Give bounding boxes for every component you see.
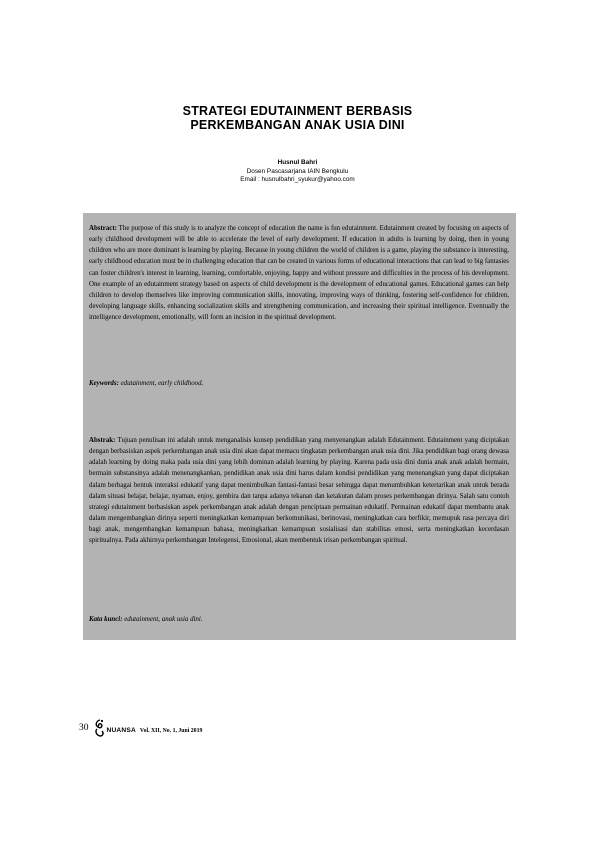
keywords-text: edutainment, early childhood. xyxy=(118,380,204,387)
journal-issue: Vol. XII, No. 1, Juni 2019 xyxy=(139,727,203,734)
abstract-indonesian xyxy=(89,435,509,547)
keywords-label: Keywords: xyxy=(89,380,119,387)
abstract-label: Abstract: xyxy=(89,225,117,232)
author-name: Husnul Bahri xyxy=(277,159,318,166)
abstract-text: The purpose of this study is to analyze the concept of education the name is fun edutainment. Edutainment created by focusing on aspects of early childhood development will be able to accelerate the level of early development. If education in adults is learning by doing, then in young children who are more dominant is learning by playing. Because in young children the world of children is a game, playing the substance is interesting, early childhood education must be in challenging education that can be created in various forms of educational interactions that can lead to big fantasies can foster children's interest in learning, learning, comfortable, enjoying, happy and without pressure and difficulties in the process of his development. One example of an edutainment strategy based on aspects of child development is the development of educational games. Educational games can help children to develop themselves like improving communication skills, innovating, improving ways of thinking, fostering self-confidence for children, developing language skills, enhancing socialization skills and strengthening communication, and increasing their spiritual intelligence. Eventually the intelligence development, emotionally, will form an incision in the spiritual development. xyxy=(89,225,509,322)
page-footer xyxy=(79,718,202,738)
keywords-english xyxy=(89,378,509,389)
author-email: Email : husnulbahri_syukur@yahoo.com xyxy=(240,176,355,184)
nuansa-swirl-icon xyxy=(93,718,106,738)
kata-kunci-label: Kata kunci: xyxy=(89,616,123,623)
keywords-indonesian xyxy=(89,614,509,625)
abstract-box xyxy=(83,213,516,640)
abstrak-text: Tujuan penulisan ini adalah untuk menganalisis konsep pendidikan yang menyenangkan adalah Edutainment. Edutainment yang diciptakan dengan berbasiskan aspek perkembangan anak usia dini akan dapat memacu tingkatan perkembangan anak usia dini. Jika pendidikan bagi orang dewasa adalah learning by doing maka pada usia dini yang lebih dominan adalah learning by playing. Karena pada usia dini dunia anak anak adalah bermain, bermain substansinya adalah menenangkankan, pendidikan anak usia dini harus dalam kondisi pendidikan yang menenangkan yang dapat diciptakan dalam berbagai bentuk interaksi edukatif yang dapat menimbulkan fantasi-fantasi besar sehingga dapat menumbuhkan ketertarikan anak untuk berada dalam situasi belajar, belajar, nyaman, enjoy, gembira dan tanpa adanya tekanan dan ketakutan dalam proses perkembangan dirinya. Salah satu contoh strategi edutainment berbasiskan aspek perkembangan anak adalah dengan penciptaan permainan edukatif. Permainan edukatif dapat membantu anak dalam mengembangkan dirinya seperti meningkatkan kemampuan berkomunikasi, berinovasi, meningkatkan cara berfikir, memupuk rasa percaya diri bagi anak, mengembangkan kemampuan bahasa, meningkatkan kemampuan sosialisasi dan stabilitas emosi, serta meningkatkan kecerdasan spiritualnya. Pada akhirnya perkembangan Intelegensi, Emosional, akan membentuk irisan perkembangan spiritual. xyxy=(89,437,509,545)
kata-kunci-text: edutainment, anak usia dini. xyxy=(122,616,203,623)
author-affiliation: Dosen Pascasarjana IAIN Bengkulu xyxy=(246,167,349,175)
author-block xyxy=(0,159,595,185)
page-number: 30 xyxy=(79,723,89,733)
abstract-english xyxy=(89,223,509,323)
title-line-1: STRATEGI EDUTAINMENT BERBASIS xyxy=(182,104,413,118)
title-line-2: PERKEMBANGAN ANAK USIA DINI xyxy=(190,118,405,132)
journal-brand: NUANSA xyxy=(106,727,136,734)
article-title xyxy=(0,104,595,132)
abstrak-label: Abstrak: xyxy=(89,437,116,444)
